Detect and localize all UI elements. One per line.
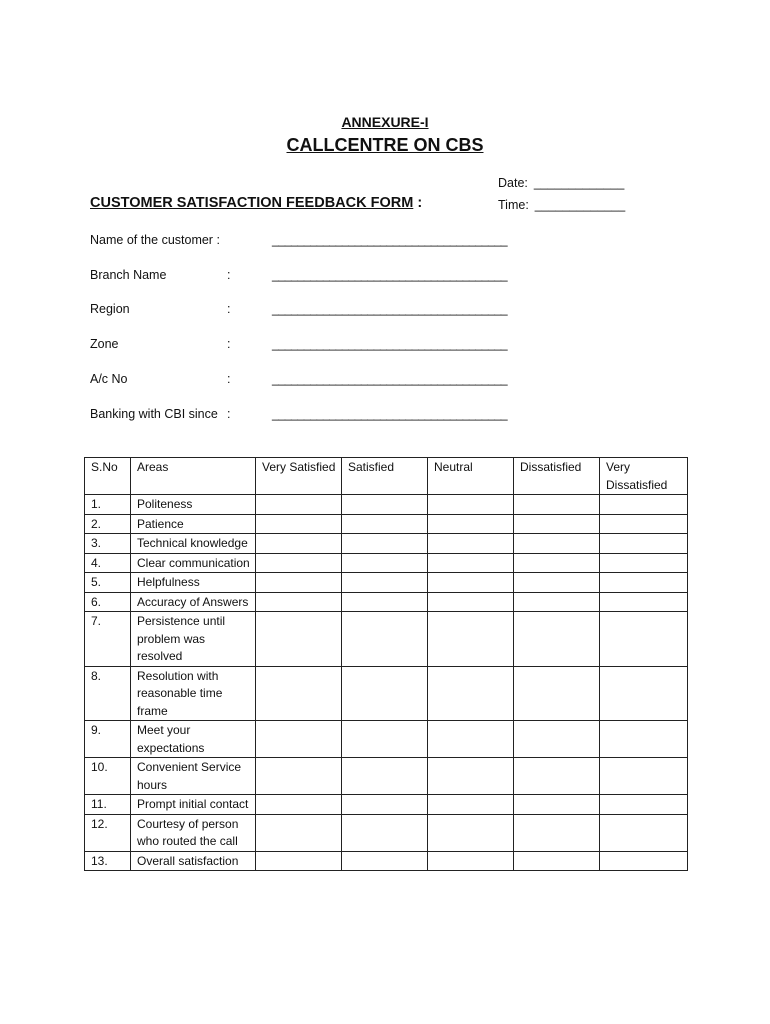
row-area: Patience — [131, 514, 256, 534]
rating-cell-very-satisfied[interactable] — [256, 592, 342, 612]
field-label: Name of the customer : — [90, 233, 220, 247]
rating-cell-dissatisfied[interactable] — [514, 534, 600, 554]
field-account-no — [90, 372, 530, 390]
rating-cell-satisfied[interactable] — [342, 612, 428, 667]
rating-cell-very-satisfied[interactable] — [256, 612, 342, 667]
field-line[interactable]: _____________________________________ — [272, 268, 508, 282]
rating-cell-dissatisfied[interactable] — [514, 573, 600, 593]
field-colon: : — [227, 407, 231, 421]
rating-cell-very-dissatisfied[interactable] — [600, 612, 688, 667]
rating-cell-dissatisfied[interactable] — [514, 514, 600, 534]
rating-cell-satisfied[interactable] — [342, 721, 428, 758]
column-header-neutral: Neutral — [428, 458, 514, 495]
field-line[interactable]: _____________________________________ — [272, 372, 508, 386]
date-field — [498, 176, 624, 190]
row-area: Resolution with reasonable time frame — [131, 666, 256, 721]
field-label: Banking with CBI since — [90, 407, 218, 421]
rating-cell-very-satisfied[interactable] — [256, 721, 342, 758]
time-label: Time: — [498, 198, 529, 212]
table-row — [85, 851, 688, 871]
rating-cell-satisfied[interactable] — [342, 592, 428, 612]
rating-cell-very-dissatisfied[interactable] — [600, 553, 688, 573]
rating-cell-very-satisfied[interactable] — [256, 814, 342, 851]
row-sno: 2. — [85, 514, 131, 534]
rating-cell-satisfied[interactable] — [342, 814, 428, 851]
row-area: Helpfulness — [131, 573, 256, 593]
row-sno: 7. — [85, 612, 131, 667]
rating-cell-very-satisfied[interactable] — [256, 666, 342, 721]
row-area: Convenient Service hours — [131, 758, 256, 795]
page-title: CALLCENTRE ON CBS — [286, 135, 484, 155]
form-title-suffix: : — [413, 195, 423, 211]
rating-cell-very-satisfied[interactable] — [256, 514, 342, 534]
row-sno: 8. — [85, 666, 131, 721]
rating-cell-neutral[interactable] — [428, 721, 514, 758]
table-row — [85, 721, 688, 758]
rating-cell-satisfied[interactable] — [342, 795, 428, 815]
field-label: Branch Name — [90, 268, 167, 282]
rating-cell-neutral[interactable] — [428, 814, 514, 851]
rating-cell-neutral[interactable] — [428, 573, 514, 593]
field-line[interactable]: _____________________________________ — [272, 302, 508, 316]
row-area: Meet your expectations — [131, 721, 256, 758]
annexure-heading: ANNEXURE-I — [341, 114, 429, 130]
rating-cell-very-dissatisfied[interactable] — [600, 795, 688, 815]
row-sno: 1. — [85, 495, 131, 515]
row-area: Courtesy of person who routed the call — [131, 814, 256, 851]
table-row — [85, 666, 688, 721]
field-line[interactable]: _____________________________________ — [272, 337, 508, 351]
rating-cell-very-dissatisfied[interactable] — [600, 573, 688, 593]
row-sno: 4. — [85, 553, 131, 573]
table-row — [85, 612, 688, 667]
column-header-satisfied: Satisfied — [342, 458, 428, 495]
column-header-dissatisfied: Dissatisfied — [514, 458, 600, 495]
rating-cell-very-satisfied[interactable] — [256, 534, 342, 554]
row-area: Technical knowledge — [131, 534, 256, 554]
rating-cell-neutral[interactable] — [428, 592, 514, 612]
table-row — [85, 514, 688, 534]
rating-cell-neutral[interactable] — [428, 534, 514, 554]
field-label: A/c No — [90, 372, 128, 386]
row-sno: 3. — [85, 534, 131, 554]
rating-cell-very-dissatisfied[interactable] — [600, 534, 688, 554]
field-customer-name — [90, 233, 530, 251]
field-zone — [90, 337, 530, 355]
row-sno: 11. — [85, 795, 131, 815]
table-header-row — [85, 458, 688, 495]
table-row — [85, 758, 688, 795]
table-row — [85, 814, 688, 851]
table-row — [85, 592, 688, 612]
rating-cell-dissatisfied[interactable] — [514, 814, 600, 851]
rating-cell-very-dissatisfied[interactable] — [600, 495, 688, 515]
rating-cell-very-dissatisfied[interactable] — [600, 814, 688, 851]
rating-cell-neutral[interactable] — [428, 612, 514, 667]
rating-cell-neutral[interactable] — [428, 851, 514, 871]
rating-cell-dissatisfied[interactable] — [514, 612, 600, 667]
rating-cell-very-dissatisfied[interactable] — [600, 851, 688, 871]
table-row — [85, 795, 688, 815]
column-header-very-satisfied: Very Satisfied — [256, 458, 342, 495]
field-colon: : — [227, 372, 231, 386]
rating-cell-dissatisfied[interactable] — [514, 851, 600, 871]
rating-cell-very-dissatisfied[interactable] — [600, 758, 688, 795]
field-colon: : — [227, 302, 231, 316]
field-label: Zone — [90, 337, 119, 351]
table-row — [85, 534, 688, 554]
field-banking-since — [90, 407, 530, 425]
field-line[interactable]: _____________________________________ — [272, 233, 508, 247]
row-sno: 9. — [85, 721, 131, 758]
form-title-text: CUSTOMER SATISFACTION FEEDBACK FORM — [90, 195, 414, 211]
row-area: Overall satisfaction — [131, 851, 256, 871]
row-area: Politeness — [131, 495, 256, 515]
rating-cell-dissatisfied[interactable] — [514, 721, 600, 758]
column-header-very-dissatisfied: Very Dissatisfied — [600, 458, 688, 495]
rating-cell-dissatisfied[interactable] — [514, 795, 600, 815]
rating-cell-very-dissatisfied[interactable] — [600, 514, 688, 534]
field-branch-name — [90, 268, 530, 286]
column-header-sno: S.No — [85, 458, 131, 495]
rating-cell-very-satisfied[interactable] — [256, 795, 342, 815]
rating-cell-neutral[interactable] — [428, 666, 514, 721]
form-title — [90, 195, 422, 211]
rating-cell-neutral[interactable] — [428, 553, 514, 573]
rating-cell-dissatisfied[interactable] — [514, 758, 600, 795]
field-colon: : — [227, 337, 231, 351]
row-sno: 10. — [85, 758, 131, 795]
rating-cell-dissatisfied[interactable] — [514, 553, 600, 573]
rating-cell-very-dissatisfied[interactable] — [600, 666, 688, 721]
rating-cell-very-satisfied[interactable] — [256, 851, 342, 871]
row-area: Prompt initial contact — [131, 795, 256, 815]
rating-cell-very-satisfied[interactable] — [256, 553, 342, 573]
row-area: Persistence until problem was resolved — [131, 612, 256, 667]
table-row — [85, 573, 688, 593]
rating-cell-neutral[interactable] — [428, 514, 514, 534]
rating-cell-satisfied[interactable] — [342, 553, 428, 573]
rating-cell-satisfied[interactable] — [342, 514, 428, 534]
row-sno: 5. — [85, 573, 131, 593]
row-sno: 12. — [85, 814, 131, 851]
rating-cell-very-dissatisfied[interactable] — [600, 592, 688, 612]
field-region — [90, 302, 530, 320]
rating-cell-satisfied[interactable] — [342, 758, 428, 795]
row-sno: 13. — [85, 851, 131, 871]
time-field — [498, 198, 625, 212]
date-blank[interactable]: _____________ — [533, 176, 625, 190]
rating-cell-satisfied[interactable] — [342, 534, 428, 554]
rating-cell-neutral[interactable] — [428, 795, 514, 815]
rating-cell-very-satisfied[interactable] — [256, 495, 342, 515]
field-colon: : — [227, 268, 231, 282]
table-body — [85, 495, 688, 871]
table-row — [85, 495, 688, 515]
rating-cell-dissatisfied[interactable] — [514, 666, 600, 721]
row-area: Accuracy of Answers — [131, 592, 256, 612]
table-row — [85, 553, 688, 573]
rating-cell-very-satisfied[interactable] — [256, 758, 342, 795]
rating-cell-neutral[interactable] — [428, 495, 514, 515]
field-label: Region — [90, 302, 130, 316]
rating-cell-satisfied[interactable] — [342, 666, 428, 721]
field-line[interactable]: _____________________________________ — [272, 407, 508, 421]
rating-cell-satisfied[interactable] — [342, 851, 428, 871]
row-area: Clear communication — [131, 553, 256, 573]
column-header-areas: Areas — [131, 458, 256, 495]
row-sno: 6. — [85, 592, 131, 612]
satisfaction-table — [84, 457, 688, 871]
rating-cell-satisfied[interactable] — [342, 495, 428, 515]
time-blank[interactable]: _____________ — [534, 198, 626, 212]
rating-cell-dissatisfied[interactable] — [514, 592, 600, 612]
rating-cell-very-satisfied[interactable] — [256, 573, 342, 593]
rating-cell-dissatisfied[interactable] — [514, 495, 600, 515]
rating-cell-neutral[interactable] — [428, 758, 514, 795]
rating-cell-satisfied[interactable] — [342, 573, 428, 593]
rating-cell-very-dissatisfied[interactable] — [600, 721, 688, 758]
date-label: Date: — [498, 176, 528, 190]
